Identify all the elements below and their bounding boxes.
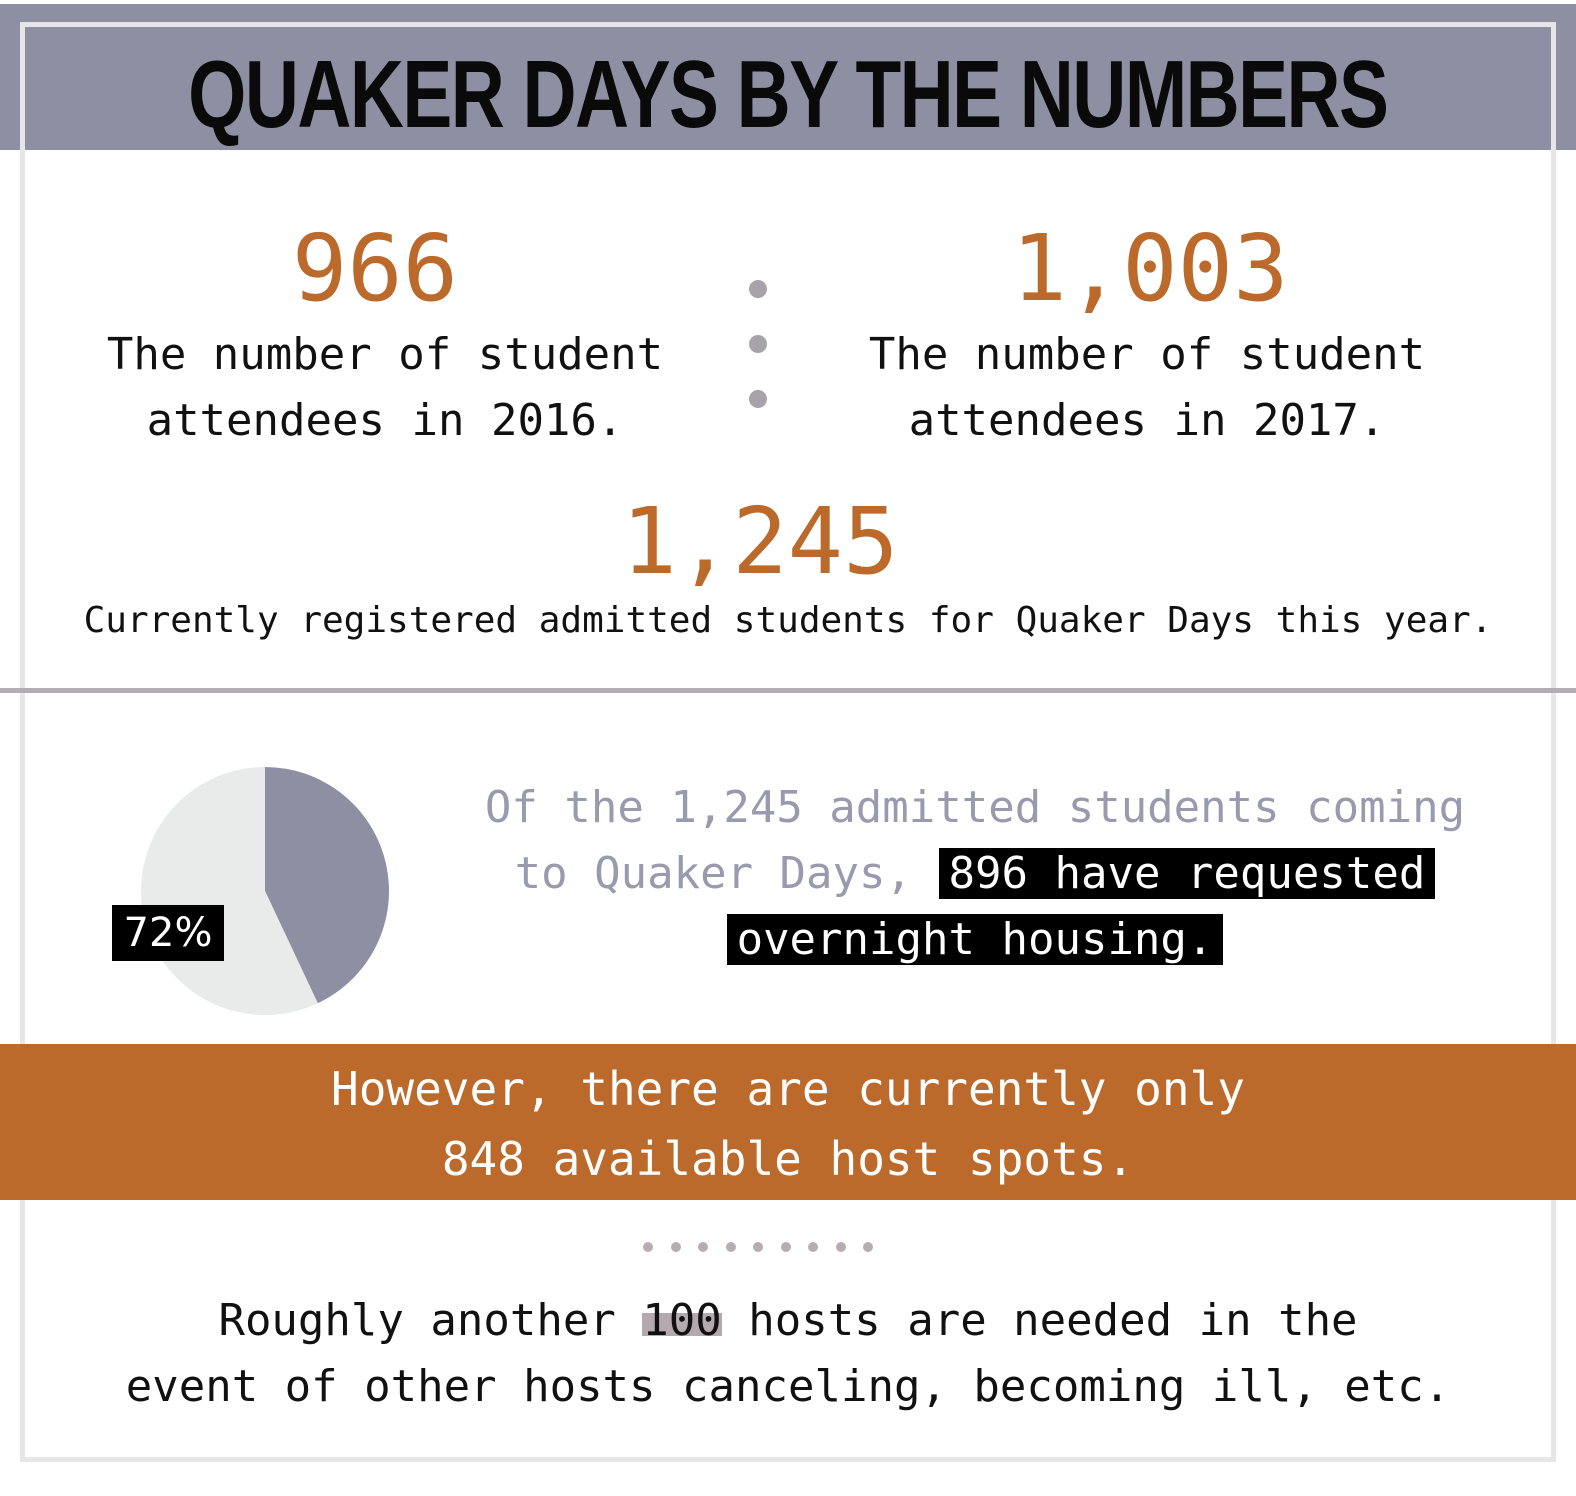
separator-dot (836, 1242, 846, 1252)
page-title (0, 40, 1576, 150)
desc-line: attendees in 2016. (146, 395, 624, 446)
separator-dot (698, 1242, 708, 1252)
footer-post: hosts are needed in the (721, 1295, 1358, 1346)
separator-dot (781, 1242, 791, 1252)
footer-pre: Roughly another (218, 1295, 643, 1346)
desc-line: attendees in 2017. (908, 395, 1386, 446)
banner-line: However, there are currently only (331, 1062, 1245, 1116)
desc-line: The number of student (868, 329, 1426, 380)
stat-current-value: 1,245 (621, 488, 899, 595)
stat-2017-value: 1,003 (1011, 215, 1289, 322)
stat-2016-desc (80, 322, 690, 454)
divider (0, 688, 1576, 693)
host-spots-banner (0, 1044, 1576, 1200)
pie-percent-label: 72% (112, 905, 224, 961)
separator-dot (643, 1242, 653, 1252)
stat-2016-value: 966 (291, 215, 459, 322)
footer-text (0, 1288, 1576, 1420)
title-text: QUAKER DAYS BY THE NUMBERS (188, 41, 1388, 148)
separator-dot (749, 280, 767, 298)
housing-highlight: 896 have requested (939, 848, 1436, 899)
housing-line: Of the 1,245 admitted students coming (484, 782, 1466, 833)
footer-number: 100 (642, 1295, 722, 1346)
banner-line: 848 available host spots. (441, 1132, 1135, 1186)
separator-dot (749, 335, 767, 353)
separator-dot (726, 1242, 736, 1252)
housing-line: to Quaker Days, (514, 848, 913, 899)
separator-dot (808, 1242, 818, 1252)
housing-highlight: overnight housing. (727, 914, 1224, 965)
housing-pie-chart (140, 766, 390, 1016)
separator-dot (753, 1242, 763, 1252)
housing-text (470, 775, 1480, 973)
stat-current-desc: Currently registered admitted students for Quaker Days this year. (83, 600, 1493, 641)
separator-dot (863, 1242, 873, 1252)
stat-2017-desc (842, 322, 1452, 454)
desc-line: The number of student (106, 329, 664, 380)
separator-dot (671, 1242, 681, 1252)
separator-dot (749, 390, 767, 408)
footer-line: event of other hosts canceling, becoming ill, etc. (125, 1361, 1451, 1412)
